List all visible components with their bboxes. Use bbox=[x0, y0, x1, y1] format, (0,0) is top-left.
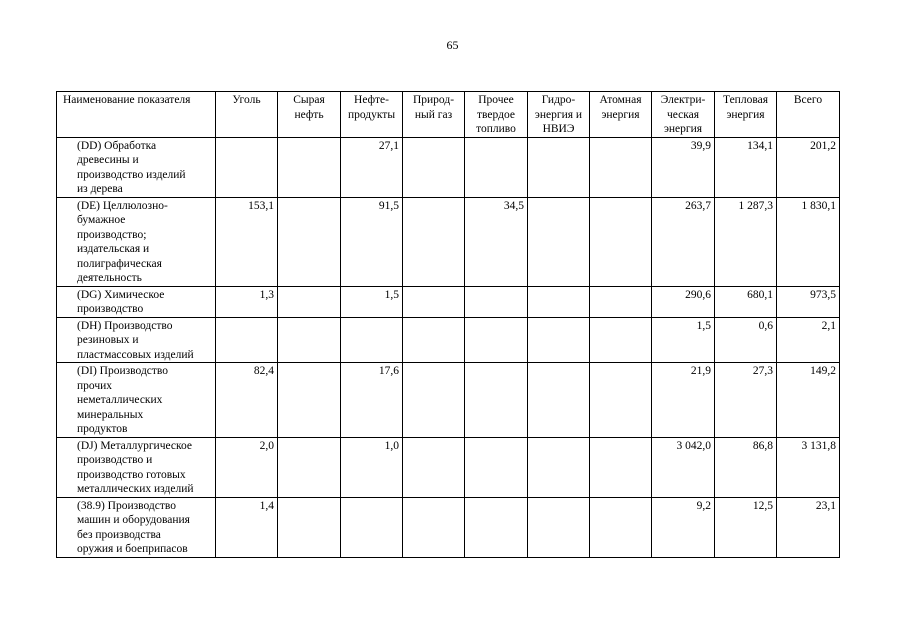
column-header: Тепловая энергия bbox=[715, 92, 777, 138]
table-cell bbox=[590, 137, 652, 197]
table-cell: 153,1 bbox=[216, 197, 278, 286]
column-header: Всего bbox=[777, 92, 840, 138]
table-cell: 973,5 bbox=[777, 286, 840, 317]
table-row bbox=[57, 286, 840, 317]
table-cell bbox=[528, 137, 590, 197]
table-row bbox=[57, 497, 840, 557]
table-cell bbox=[590, 437, 652, 497]
table-cell: 17,6 bbox=[341, 363, 403, 438]
table-cell: 23,1 bbox=[777, 497, 840, 557]
column-header: Природ- ный газ bbox=[403, 92, 465, 138]
table-cell: 1 830,1 bbox=[777, 197, 840, 286]
table-cell bbox=[403, 137, 465, 197]
table-cell bbox=[465, 317, 528, 363]
energy-consumption-table bbox=[56, 91, 840, 558]
table-cell: 3 131,8 bbox=[777, 437, 840, 497]
table-cell: 27,1 bbox=[341, 137, 403, 197]
table-cell bbox=[528, 497, 590, 557]
table-cell bbox=[590, 497, 652, 557]
table-cell bbox=[403, 317, 465, 363]
table-cell: 1,4 bbox=[216, 497, 278, 557]
column-header: Сырая нефть bbox=[278, 92, 341, 138]
table-cell bbox=[528, 197, 590, 286]
table-row bbox=[57, 317, 840, 363]
table-cell: 86,8 bbox=[715, 437, 777, 497]
table-cell bbox=[278, 286, 341, 317]
table-cell bbox=[590, 197, 652, 286]
table-cell bbox=[278, 363, 341, 438]
table-row bbox=[57, 437, 840, 497]
header-row bbox=[57, 92, 840, 138]
table-cell: 1,5 bbox=[341, 286, 403, 317]
table-cell: 21,9 bbox=[652, 363, 715, 438]
table-cell: 1 287,3 bbox=[715, 197, 777, 286]
row-indicator-name: (DJ) Металлургическое производство и производство готовых металлических изделий bbox=[57, 437, 216, 497]
table-cell bbox=[403, 437, 465, 497]
table-cell bbox=[341, 497, 403, 557]
column-header: Гидро- энергия и НВИЭ bbox=[528, 92, 590, 138]
table-row bbox=[57, 363, 840, 438]
table-cell: 39,9 bbox=[652, 137, 715, 197]
table-cell bbox=[528, 363, 590, 438]
table-cell: 82,4 bbox=[216, 363, 278, 438]
table-cell: 201,2 bbox=[777, 137, 840, 197]
table-cell bbox=[465, 137, 528, 197]
column-header: Уголь bbox=[216, 92, 278, 138]
row-indicator-name: (DE) Целлюлозно- бумажное производство; издательская и полиграфическая деятельность bbox=[57, 197, 216, 286]
table-cell: 134,1 bbox=[715, 137, 777, 197]
row-indicator-name: (DI) Производство прочих неметаллических минеральных продуктов bbox=[57, 363, 216, 438]
table-cell: 12,5 bbox=[715, 497, 777, 557]
row-indicator-name: (DH) Производство резиновых и пластмассовых изделий bbox=[57, 317, 216, 363]
table-cell: 1,5 bbox=[652, 317, 715, 363]
table-cell bbox=[590, 286, 652, 317]
table-cell bbox=[528, 317, 590, 363]
table-cell bbox=[590, 363, 652, 438]
table-row bbox=[57, 137, 840, 197]
table-cell bbox=[278, 437, 341, 497]
table-cell bbox=[403, 197, 465, 286]
table-cell bbox=[216, 317, 278, 363]
table-cell bbox=[278, 197, 341, 286]
table-cell: 1,3 bbox=[216, 286, 278, 317]
table-cell: 0,6 bbox=[715, 317, 777, 363]
table-cell bbox=[465, 497, 528, 557]
table-cell bbox=[465, 286, 528, 317]
row-indicator-name: (38.9) Производство машин и оборудования без производства оружия и боеприпасов bbox=[57, 497, 216, 557]
column-header: Электри- ческая энергия bbox=[652, 92, 715, 138]
table-body bbox=[57, 137, 840, 557]
column-header: Нефте- продукты bbox=[341, 92, 403, 138]
page-number: 65 bbox=[446, 38, 459, 52]
table-cell: 2,0 bbox=[216, 437, 278, 497]
table-cell bbox=[403, 497, 465, 557]
table-cell: 91,5 bbox=[341, 197, 403, 286]
column-header: Прочее твердое топливо bbox=[465, 92, 528, 138]
table-cell bbox=[278, 497, 341, 557]
table-cell: 2,1 bbox=[777, 317, 840, 363]
table-cell bbox=[341, 317, 403, 363]
table-cell bbox=[278, 137, 341, 197]
table-cell bbox=[216, 137, 278, 197]
table-cell: 27,3 bbox=[715, 363, 777, 438]
table-cell: 1,0 bbox=[341, 437, 403, 497]
table-cell: 149,2 bbox=[777, 363, 840, 438]
table-cell: 263,7 bbox=[652, 197, 715, 286]
table-cell bbox=[278, 317, 341, 363]
table-cell: 290,6 bbox=[652, 286, 715, 317]
table-cell: 34,5 bbox=[465, 197, 528, 286]
table-cell bbox=[590, 317, 652, 363]
row-indicator-name: (DG) Химическое производство bbox=[57, 286, 216, 317]
table-cell bbox=[403, 286, 465, 317]
column-header: Наименование показателя bbox=[57, 92, 216, 138]
table-cell bbox=[528, 437, 590, 497]
row-indicator-name: (DD) Обработка древесины и производство изделий из дерева bbox=[57, 137, 216, 197]
table-cell bbox=[403, 363, 465, 438]
column-header: Атомная энергия bbox=[590, 92, 652, 138]
table-cell: 680,1 bbox=[715, 286, 777, 317]
table-cell bbox=[465, 437, 528, 497]
table-header bbox=[57, 92, 840, 138]
table-cell bbox=[528, 286, 590, 317]
table-row bbox=[57, 197, 840, 286]
table-cell bbox=[465, 363, 528, 438]
table-cell: 3 042,0 bbox=[652, 437, 715, 497]
table-cell: 9,2 bbox=[652, 497, 715, 557]
